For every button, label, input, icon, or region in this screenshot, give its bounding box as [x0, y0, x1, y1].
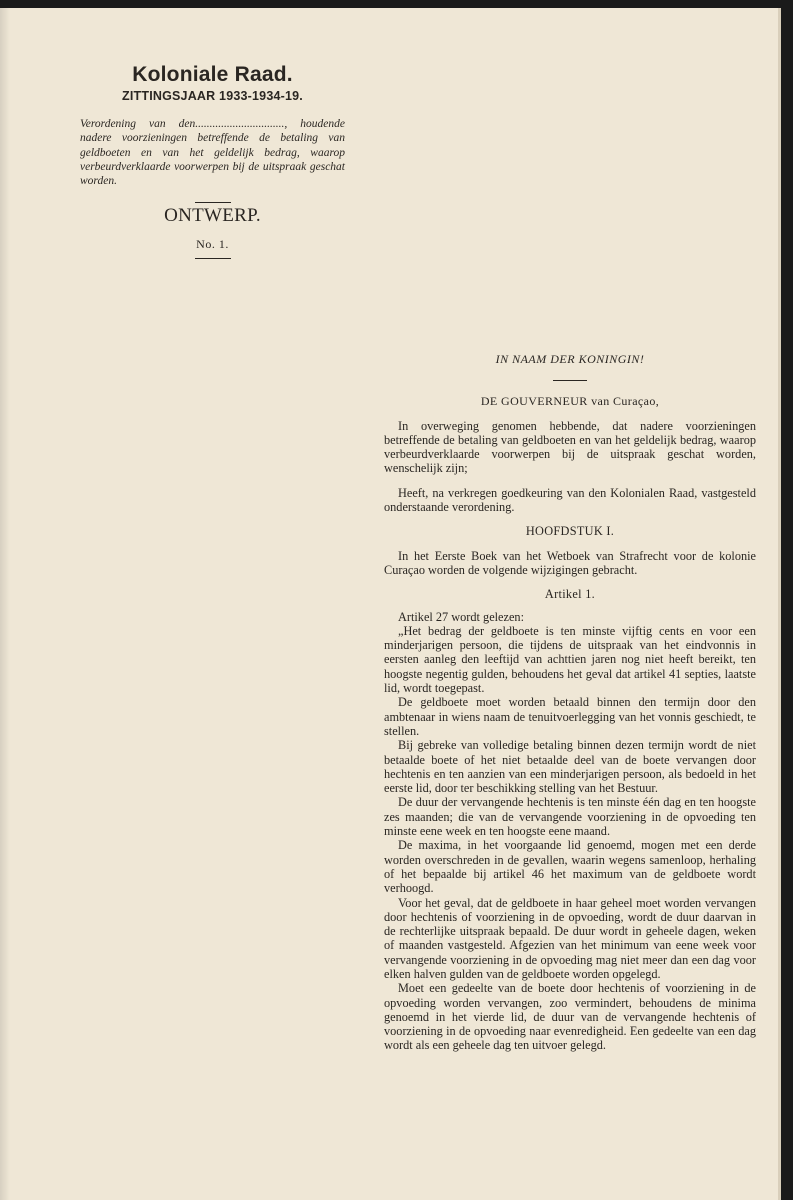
governor-line: DE GOUVERNEUR van Curaçao, [480, 394, 660, 409]
draft-number: No. 1. [196, 237, 229, 252]
divider [195, 202, 231, 203]
divider [195, 258, 231, 259]
article-paragraph: De geldboete moet worden betaald binnen den termijn door den ambtenaar in wiens naam de tenuitvoerlegging van het vonnis geschiedt, te stellen. [384, 695, 756, 738]
article-heading: Artikel 1. [544, 587, 596, 602]
ordinance-title-description: Verordening van den..............................., houdende nadere voorzieningen betreffende de betaling van geldboeten en van het geldelijk bedrag, waarop verbeurdverklaarde voorwerpen bij de uitspraak geschat worden. [80, 118, 345, 188]
article-paragraph: Bij gebreke van volledige betaling binnen dezen termijn wordt de niet betaalde boete of het niet betaalde deel van de boete vervangen door hechtenis en ten aanzien van een minderjarigen persoon, als bedoeld in het eerste lid, door ter beschikking stelling van het Bestuur. [384, 738, 756, 796]
article-paragraph: „Het bedrag der geldboete is ten minste vijftig cents en voor een minderjarigen persoon, die tijdens de uitspraak van het eindvonnis in eersten aanleg den leeftijd van achttien jaren nog niet heeft bereikt, ten hoogste negentig gulden, behoudens het geval dat artikel 41 septies, laatste lid, wordt toegepast. [384, 623, 756, 696]
article-paragraph: Artikel 27 wordt gelezen: [398, 609, 525, 624]
divider [553, 380, 587, 381]
article-paragraph: De duur der vervangende hechtenis is ten minste één dag en ten hoogste zes maanden; die van de vervangende voorziening in de opvoeding ten minste eene week en ten hoogste eene maand. [384, 795, 756, 839]
article-paragraph: Voor het geval, dat de geldboete in haar geheel moet worden vervangen door hechtenis of voorziening in de opvoeding, wordt de duur daarvan in de rechterlijke uitspraak bepaald. De duur wordt in geheele dagen, weken of maanden vastgesteld. Afgezien van het minimum van eene week voor vervangende voorziening in de opvoeding mag niet meer dan een dag voor elken halven gulden van de geldboete worden opgelegd. [384, 895, 756, 981]
session-year: ZITTINGSJAAR 1933-1934-19. [122, 89, 303, 103]
royal-heading: IN NAAM DER KONINGIN! [495, 352, 645, 366]
council-title: Koloniale Raad. [132, 63, 293, 86]
page-binding-shadow [0, 8, 10, 1200]
chapter-heading: HOOFDSTUK I. [525, 524, 615, 539]
draft-label: ONTWERP. [164, 205, 261, 227]
title-block [80, 63, 345, 259]
article-paragraph: De maxima, in het voorgaande lid genoemd, mogen met een derde worden overschreden in de gevallen, waarin wegens samenloop, herhaling of het bepaalde bij artikel 46 het maximum van de geldboete wordt verhoogd. [384, 838, 756, 896]
document-page [0, 8, 781, 1200]
preamble-paragraph: In overweging genomen hebbende, dat nadere voorzieningen betreffende de betaling van geldboeten en van het geldelijk bedrag, waarop verbeurdverklaarde voorwerpen bij de uitspraak geschat worden, wenschelijk zijn; [384, 418, 756, 476]
page-right-edge [778, 8, 781, 1200]
preamble-paragraph: Heeft, na verkregen goedkeuring van den Kolonialen Raad, vastgesteld onderstaande verordening. [384, 485, 756, 515]
chapter-intro: In het Eerste Boek van het Wetboek van Strafrecht voor de kolonie Curaçao worden de volgende wijzigingen gebracht. [384, 548, 756, 577]
ordinance-body [384, 352, 756, 1053]
article-paragraph: Moet een gedeelte van de boete door hechtenis of voorziening in de opvoeding worden vervangen, zoo vermindert, behoudens de minima genoemd in het vierde lid, de duur van de vervangende hechtenis of voorziening in de opvoeding naar evenredigheid. Een gedeelte van een dag wordt als een geheele dag ten uitvoer gelegd. [384, 981, 756, 1053]
